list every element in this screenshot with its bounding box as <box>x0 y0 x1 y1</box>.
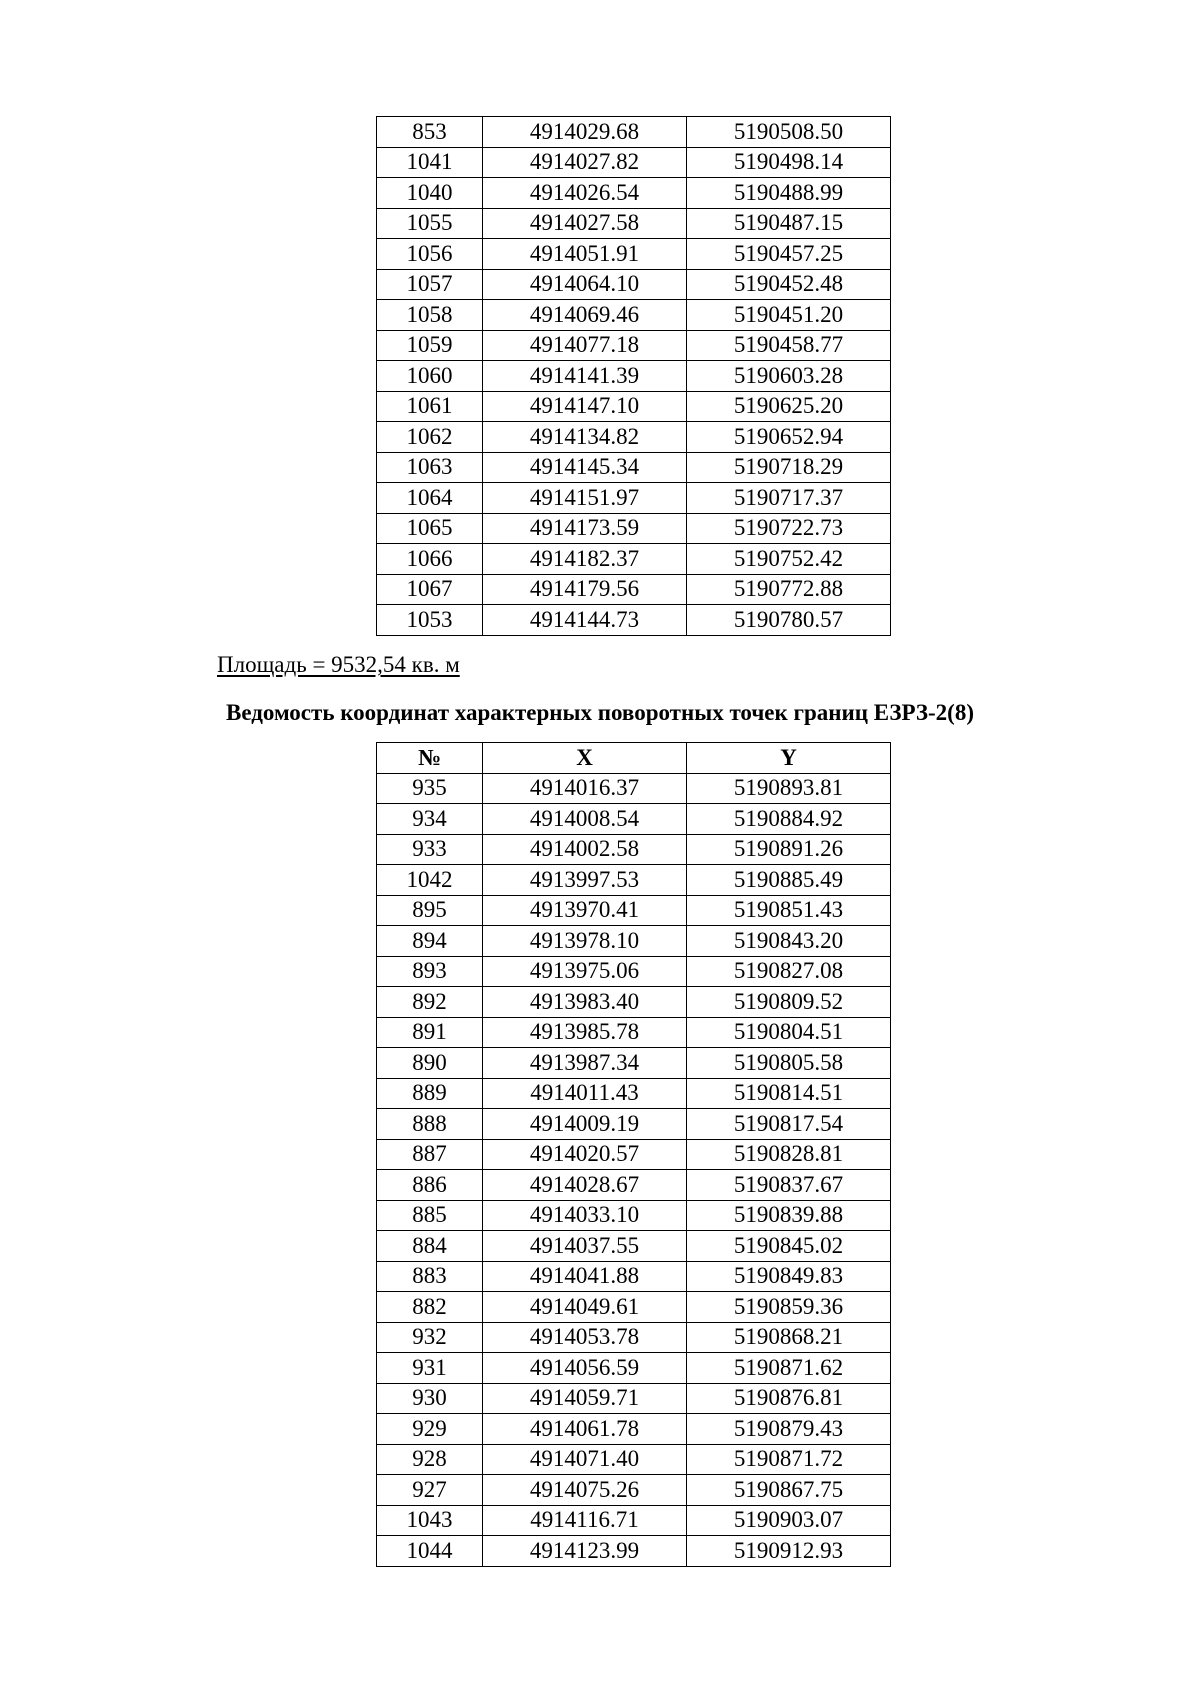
y-coordinate-cell: 5190876.81 <box>687 1383 891 1414</box>
point-number-cell: 1040 <box>377 178 483 209</box>
point-number-cell: 930 <box>377 1383 483 1414</box>
x-coordinate-cell: 4914029.68 <box>483 117 687 148</box>
coordinates-table-body <box>377 773 891 1566</box>
table-row <box>377 1353 891 1384</box>
point-number-cell: 1063 <box>377 452 483 483</box>
y-coordinate-cell: 5190814.51 <box>687 1078 891 1109</box>
table-row <box>377 1475 891 1506</box>
y-coordinate-cell: 5190885.49 <box>687 865 891 896</box>
table-header <box>377 743 891 774</box>
y-coordinate-cell: 5190843.20 <box>687 926 891 957</box>
table-row <box>377 773 891 804</box>
y-coordinate-cell: 5190839.88 <box>687 1200 891 1231</box>
x-coordinate-cell: 4914028.67 <box>483 1170 687 1201</box>
table-row <box>377 834 891 865</box>
table-row <box>377 926 891 957</box>
point-number-cell: 1061 <box>377 391 483 422</box>
point-number-cell: 1064 <box>377 483 483 514</box>
y-coordinate-cell: 5190849.83 <box>687 1261 891 1292</box>
table-row <box>377 361 891 392</box>
table-row <box>377 895 891 926</box>
table-row <box>377 1109 891 1140</box>
x-coordinate-cell: 4913985.78 <box>483 1017 687 1048</box>
y-coordinate-cell: 5190458.77 <box>687 330 891 361</box>
table-row <box>377 574 891 605</box>
point-number-cell: 886 <box>377 1170 483 1201</box>
table-row <box>377 483 891 514</box>
y-coordinate-cell: 5190625.20 <box>687 391 891 422</box>
table-row <box>377 1200 891 1231</box>
x-coordinate-cell: 4914026.54 <box>483 178 687 209</box>
x-coordinate-cell: 4914009.19 <box>483 1109 687 1140</box>
point-number-cell: 888 <box>377 1109 483 1140</box>
table-header-row <box>377 743 891 774</box>
table-row <box>377 422 891 453</box>
x-coordinate-cell: 4914147.10 <box>483 391 687 422</box>
x-coordinate-cell: 4914041.88 <box>483 1261 687 1292</box>
x-coordinate-cell: 4914077.18 <box>483 330 687 361</box>
point-number-cell: 1042 <box>377 865 483 896</box>
table-row <box>377 605 891 636</box>
x-coordinate-cell: 4914182.37 <box>483 544 687 575</box>
table-row <box>377 117 891 148</box>
point-number-cell: 885 <box>377 1200 483 1231</box>
table-row <box>377 513 891 544</box>
point-number-cell: 884 <box>377 1231 483 1262</box>
point-number-cell: 895 <box>377 895 483 926</box>
column-header-x: X <box>483 743 687 774</box>
point-number-cell: 934 <box>377 804 483 835</box>
point-number-cell: 935 <box>377 773 483 804</box>
y-coordinate-cell: 5190498.14 <box>687 147 891 178</box>
table-row <box>377 269 891 300</box>
y-coordinate-cell: 5190827.08 <box>687 956 891 987</box>
x-coordinate-cell: 4914179.56 <box>483 574 687 605</box>
point-number-cell: 1059 <box>377 330 483 361</box>
point-number-cell: 933 <box>377 834 483 865</box>
point-number-cell: 891 <box>377 1017 483 1048</box>
point-number-cell: 1058 <box>377 300 483 331</box>
x-coordinate-cell: 4914027.82 <box>483 147 687 178</box>
point-number-cell: 927 <box>377 1475 483 1506</box>
x-coordinate-cell: 4914016.37 <box>483 773 687 804</box>
table-row <box>377 178 891 209</box>
point-number-cell: 1056 <box>377 239 483 270</box>
table-row <box>377 804 891 835</box>
x-coordinate-cell: 4914008.54 <box>483 804 687 835</box>
point-number-cell: 931 <box>377 1353 483 1384</box>
x-coordinate-cell: 4913987.34 <box>483 1048 687 1079</box>
table-row <box>377 208 891 239</box>
point-number-cell: 1041 <box>377 147 483 178</box>
y-coordinate-cell: 5190891.26 <box>687 834 891 865</box>
point-number-cell: 932 <box>377 1322 483 1353</box>
x-coordinate-cell: 4914059.71 <box>483 1383 687 1414</box>
y-coordinate-cell: 5190912.93 <box>687 1536 891 1567</box>
x-coordinate-cell: 4913983.40 <box>483 987 687 1018</box>
table-row <box>377 1048 891 1079</box>
y-coordinate-cell: 5190488.99 <box>687 178 891 209</box>
x-coordinate-cell: 4914061.78 <box>483 1414 687 1445</box>
coordinates-table-continued <box>376 116 891 636</box>
table-row <box>377 1017 891 1048</box>
column-header-number: № <box>377 743 483 774</box>
y-coordinate-cell: 5190772.88 <box>687 574 891 605</box>
y-coordinate-cell: 5190871.62 <box>687 1353 891 1384</box>
y-coordinate-cell: 5190859.36 <box>687 1292 891 1323</box>
point-number-cell: 883 <box>377 1261 483 1292</box>
table-row <box>377 865 891 896</box>
x-coordinate-cell: 4913975.06 <box>483 956 687 987</box>
point-number-cell: 1066 <box>377 544 483 575</box>
coordinates-table-ezrz-2-8 <box>376 742 891 1567</box>
x-coordinate-cell: 4913970.41 <box>483 895 687 926</box>
y-coordinate-cell: 5190457.25 <box>687 239 891 270</box>
point-number-cell: 889 <box>377 1078 483 1109</box>
table-row <box>377 956 891 987</box>
table-row <box>377 1261 891 1292</box>
point-number-cell: 887 <box>377 1139 483 1170</box>
y-coordinate-cell: 5190867.75 <box>687 1475 891 1506</box>
y-coordinate-cell: 5190804.51 <box>687 1017 891 1048</box>
point-number-cell: 853 <box>377 117 483 148</box>
table-row <box>377 300 891 331</box>
table-row <box>377 1139 891 1170</box>
x-coordinate-cell: 4914123.99 <box>483 1536 687 1567</box>
table-row <box>377 544 891 575</box>
table-row <box>377 1383 891 1414</box>
x-coordinate-cell: 4914051.91 <box>483 239 687 270</box>
point-number-cell: 892 <box>377 987 483 1018</box>
point-number-cell: 929 <box>377 1414 483 1445</box>
x-coordinate-cell: 4914116.71 <box>483 1505 687 1536</box>
y-coordinate-cell: 5190871.72 <box>687 1444 891 1475</box>
y-coordinate-cell: 5190893.81 <box>687 773 891 804</box>
x-coordinate-cell: 4913978.10 <box>483 926 687 957</box>
x-coordinate-cell: 4914002.58 <box>483 834 687 865</box>
y-coordinate-cell: 5190851.43 <box>687 895 891 926</box>
y-coordinate-cell: 5190868.21 <box>687 1322 891 1353</box>
x-coordinate-cell: 4914151.97 <box>483 483 687 514</box>
y-coordinate-cell: 5190452.48 <box>687 269 891 300</box>
y-coordinate-cell: 5190879.43 <box>687 1414 891 1445</box>
x-coordinate-cell: 4914011.43 <box>483 1078 687 1109</box>
x-coordinate-cell: 4914027.58 <box>483 208 687 239</box>
point-number-cell: 882 <box>377 1292 483 1323</box>
x-coordinate-cell: 4914173.59 <box>483 513 687 544</box>
x-coordinate-cell: 4914144.73 <box>483 605 687 636</box>
table-row <box>377 239 891 270</box>
x-coordinate-cell: 4914145.34 <box>483 452 687 483</box>
point-number-cell: 1060 <box>377 361 483 392</box>
point-number-cell: 890 <box>377 1048 483 1079</box>
y-coordinate-cell: 5190603.28 <box>687 361 891 392</box>
x-coordinate-cell: 4914049.61 <box>483 1292 687 1323</box>
point-number-cell: 1062 <box>377 422 483 453</box>
table-row <box>377 1170 891 1201</box>
x-coordinate-cell: 4914069.46 <box>483 300 687 331</box>
point-number-cell: 1067 <box>377 574 483 605</box>
y-coordinate-cell: 5190805.58 <box>687 1048 891 1079</box>
x-coordinate-cell: 4914075.26 <box>483 1475 687 1506</box>
point-number-cell: 1065 <box>377 513 483 544</box>
y-coordinate-cell: 5190717.37 <box>687 483 891 514</box>
table-row <box>377 391 891 422</box>
y-coordinate-cell: 5190508.50 <box>687 117 891 148</box>
y-coordinate-cell: 5190718.29 <box>687 452 891 483</box>
y-coordinate-cell: 5190652.94 <box>687 422 891 453</box>
y-coordinate-cell: 5190780.57 <box>687 605 891 636</box>
point-number-cell: 893 <box>377 956 483 987</box>
y-coordinate-cell: 5190487.15 <box>687 208 891 239</box>
table-row <box>377 1231 891 1262</box>
area-summary: Площадь = 9532,54 кв. м <box>217 652 460 677</box>
y-coordinate-cell: 5190903.07 <box>687 1505 891 1536</box>
point-number-cell: 1053 <box>377 605 483 636</box>
x-coordinate-cell: 4914134.82 <box>483 422 687 453</box>
section-title: Ведомость координат характерных поворотных точек границ ЕЗРЗ-2(8) <box>226 700 974 725</box>
x-coordinate-cell: 4914141.39 <box>483 361 687 392</box>
table-row <box>377 147 891 178</box>
y-coordinate-cell: 5190884.92 <box>687 804 891 835</box>
point-number-cell: 1044 <box>377 1536 483 1567</box>
x-coordinate-cell: 4914064.10 <box>483 269 687 300</box>
x-coordinate-cell: 4914056.59 <box>483 1353 687 1384</box>
x-coordinate-cell: 4914033.10 <box>483 1200 687 1231</box>
y-coordinate-cell: 5190752.42 <box>687 544 891 575</box>
x-coordinate-cell: 4914071.40 <box>483 1444 687 1475</box>
table-row <box>377 987 891 1018</box>
point-number-cell: 928 <box>377 1444 483 1475</box>
point-number-cell: 1043 <box>377 1505 483 1536</box>
point-number-cell: 1057 <box>377 269 483 300</box>
y-coordinate-cell: 5190451.20 <box>687 300 891 331</box>
y-coordinate-cell: 5190837.67 <box>687 1170 891 1201</box>
y-coordinate-cell: 5190828.81 <box>687 1139 891 1170</box>
table-row <box>377 1536 891 1567</box>
column-header-y: Y <box>687 743 891 774</box>
table-row <box>377 330 891 361</box>
x-coordinate-cell: 4914037.55 <box>483 1231 687 1262</box>
point-number-cell: 1055 <box>377 208 483 239</box>
y-coordinate-cell: 5190809.52 <box>687 987 891 1018</box>
coordinates-table-body <box>377 117 891 636</box>
table-row <box>377 1292 891 1323</box>
table-row <box>377 1444 891 1475</box>
point-number-cell: 894 <box>377 926 483 957</box>
x-coordinate-cell: 4913997.53 <box>483 865 687 896</box>
table-row <box>377 1078 891 1109</box>
table-row <box>377 1505 891 1536</box>
table-row <box>377 452 891 483</box>
x-coordinate-cell: 4914053.78 <box>483 1322 687 1353</box>
y-coordinate-cell: 5190817.54 <box>687 1109 891 1140</box>
table-row <box>377 1414 891 1445</box>
y-coordinate-cell: 5190845.02 <box>687 1231 891 1262</box>
table-row <box>377 1322 891 1353</box>
y-coordinate-cell: 5190722.73 <box>687 513 891 544</box>
x-coordinate-cell: 4914020.57 <box>483 1139 687 1170</box>
